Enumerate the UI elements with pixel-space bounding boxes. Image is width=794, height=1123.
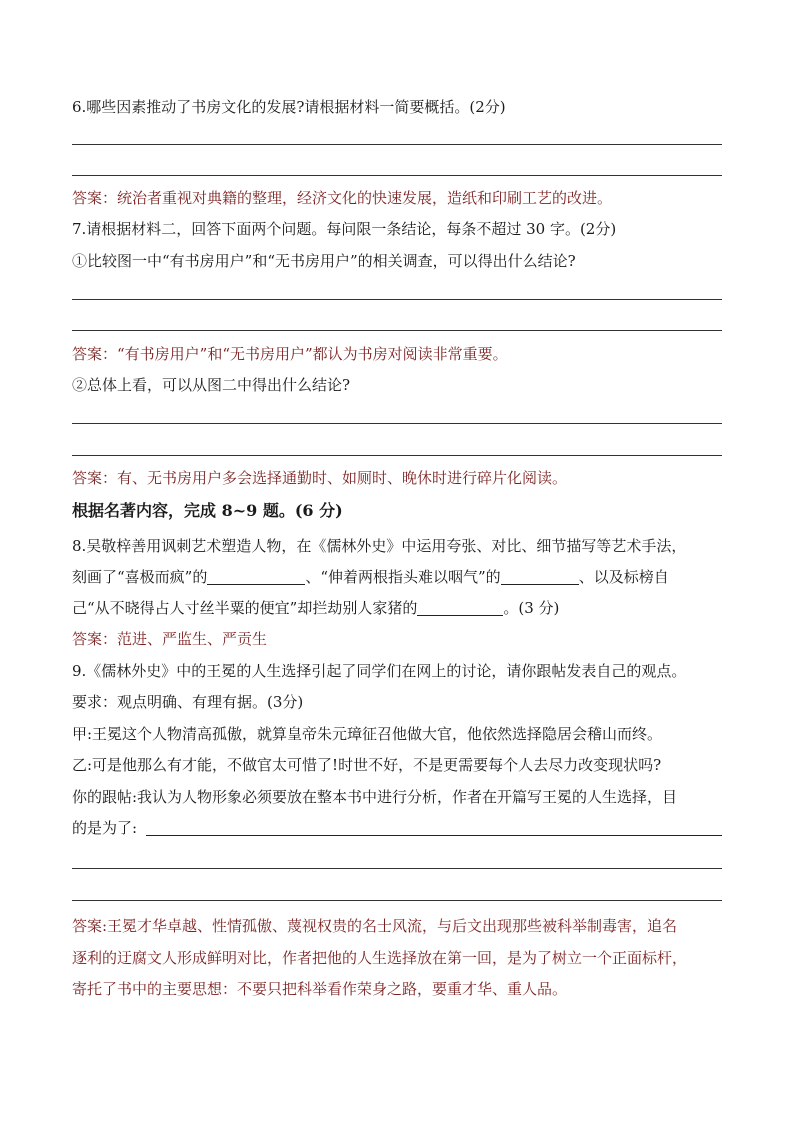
q8-line2: [72, 570, 669, 585]
q9-reply2: 的是为了:: [72, 819, 138, 837]
q7-sub2: ②总体上看，可以从图二中得出什么结论?: [72, 376, 351, 394]
fill-blank[interactable]: [417, 601, 503, 616]
fill-blank[interactable]: [207, 570, 305, 585]
answer-line: [72, 299, 722, 300]
q9-line2: 要求：观点明确、有理有据。(3分): [72, 693, 304, 711]
fill-blank[interactable]: [501, 570, 579, 585]
q8-line3-part1: 己“从不晓得占人寸丝半粟的便宜”却拦劫别人家猪的: [72, 599, 418, 617]
answer-line: [72, 144, 722, 145]
section-heading: 根据名著内容，完成 8~9 题。(6 分): [72, 501, 343, 520]
answer-line: [72, 175, 722, 176]
q7-answer1: 答案：“有书房用户”和“无书房用户”都认为书房对阅读非常重要。: [72, 345, 508, 363]
q9-line1: 9.《儒林外史》中的王冕的人生选择引起了同学们在网上的讨论，请你跟帖发表自己的观点。: [72, 662, 687, 680]
q9-answer-line3: 寄托了书中的主要思想：不要只把科举看作荣身之路，要重才华、重人品。: [72, 980, 568, 998]
q7-sub1: ①比较图一中“有书房用户”和“无书房用户”的相关调查，可以得出什么结论?: [72, 252, 576, 270]
q9-jia: 甲:王冕这个人物清高孤傲，就算皇帝朱元璋征召他做大官，他依然选择隐居会稽山而终。: [72, 725, 663, 743]
q6-question: 6.哪些因素推动了书房文化的发展?请根据材料一简要概括。(2分): [72, 98, 506, 116]
q8-line2-part3: 、以及标榜自: [578, 568, 669, 586]
q8-line3: [72, 601, 559, 616]
q8-line1: 8.吴敬梓善用讽刺艺术塑造人物，在《儒林外史》中运用夸张、对比、细节描写等艺术手法，: [72, 537, 687, 555]
q6-answer: 答案：统治者重视对典籍的整理，经济文化的快速发展，造纸和印刷工艺的改进。: [72, 189, 613, 207]
q9-yi: 乙:可是他那么有才能，不做官太可惜了!时世不好，不是更需要每个人去尽力改变现状吗?: [72, 756, 662, 774]
answer-line: [72, 455, 722, 456]
q8-line2-part2: 、“伸着两根指头难以咽气”的: [305, 568, 501, 586]
q8-answer: 答案：范进、严监生、严贡生: [72, 630, 268, 648]
answer-line: [72, 423, 722, 424]
q9-reply1: 你的跟帖:我认为人物形象必须要放在整本书中进行分析，作者在开篇写王冕的人生选择，目: [72, 788, 678, 806]
q7-answer2: 答案：有、无书房用户多会选择通勤时、如厕时、晚休时进行碎片化阅读。: [72, 469, 568, 487]
q9-answer-line2: 逐利的迂腐文人形成鲜明对比，作者把他的人生选择放在第一回，是为了树立一个正面标杆，: [72, 949, 688, 967]
q8-line2-part1: 刻画了“喜极而疯”的: [72, 568, 208, 586]
q7-question: 7.请根据材料二，回答下面两个问题。每问限一条结论，每条不超过 30 字。(2分): [72, 220, 617, 238]
answer-line[interactable]: [146, 835, 722, 836]
answer-line: [72, 330, 722, 331]
q8-line3-part2: 。(3 分): [503, 599, 560, 617]
answer-line: [72, 900, 722, 901]
q9-answer-line1: 答案:王冕才华卓越、性情孤傲、蔑视权贵的名士风流，与后文出现那些被科举制毒害，追名: [72, 917, 678, 935]
answer-line: [72, 868, 722, 869]
